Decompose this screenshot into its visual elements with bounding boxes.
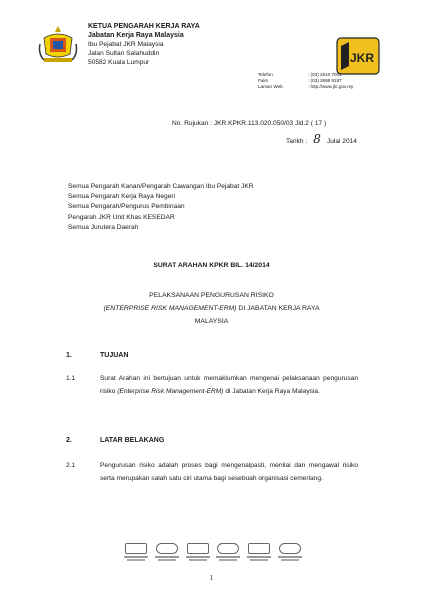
certification-logo xyxy=(155,543,179,561)
paragraph-text-part: di Jabatan Kerja Raya Malaysia. xyxy=(223,387,320,395)
paragraph-text-part: Pengurusan risiko adalah proses bagi mengenalpasti, menilai dan mengawal risiko serta merupakan salah satu ciri utama bagi sesebuah organisasi cemerlang. xyxy=(100,462,358,482)
contact-row xyxy=(258,84,353,90)
contact-value: : (03) 2698 8187 xyxy=(308,78,342,83)
reference-number: No. Rujukan : JKR.KPKR.113.020.050/03 Jld.2 ( 17 ) xyxy=(172,120,327,127)
date-label: Tarikh : xyxy=(286,138,308,145)
letterhead-address xyxy=(88,22,200,67)
paragraph-text xyxy=(100,373,358,398)
recipient-list xyxy=(68,182,254,233)
letterhead-line: Ibu Pejabat JKR Malaysia xyxy=(88,41,164,48)
contact-info xyxy=(258,72,353,90)
letterhead-line: Jalan Sultan Salahuddin xyxy=(88,50,160,57)
letterhead-title: KETUA PENGARAH KERJA RAYA xyxy=(88,23,200,30)
subject-rest: DI JABATAN KERJA RAYA xyxy=(236,305,320,312)
certification-logos xyxy=(124,543,302,561)
subject-line: MALAYSIA xyxy=(194,318,229,325)
paragraph-text-italic: (Enterprise Risk Management-ERM) xyxy=(117,387,224,395)
date-month-year: Julai 2014 xyxy=(326,138,357,145)
malaysia-coat-of-arms-icon xyxy=(36,24,80,64)
paragraph-text-part: Surat Arahan ini bertujuan untuk memaklumkan mengenai pelaksanaan pengurusan risiko xyxy=(100,375,358,395)
jkr-logo xyxy=(335,36,381,76)
certification-logo xyxy=(186,543,210,561)
paragraph-number: 1.1 xyxy=(66,375,76,382)
paragraph-text xyxy=(100,460,358,485)
contact-label: Laman Web xyxy=(258,84,283,89)
section-number: 2. xyxy=(66,437,72,444)
letter-date xyxy=(286,132,357,146)
contact-value: : http://www.jkr.gov.my xyxy=(308,84,354,89)
section-title: LATAR BELAKANG xyxy=(100,437,165,444)
letterhead-line: 50582 Kuala Lumpur xyxy=(88,59,150,66)
letterhead-department: Jabatan Kerja Raya Malaysia xyxy=(88,32,184,39)
paragraph xyxy=(66,373,358,398)
recipient-item: Semua Jurutera Daerah xyxy=(68,223,139,231)
subject-italic: (ENTERPRISE RISK MANAGEMENT-ERM) xyxy=(103,305,237,312)
certification-logo xyxy=(216,543,240,561)
section-number: 1. xyxy=(66,352,72,359)
certification-logo xyxy=(124,543,148,561)
certification-logo xyxy=(278,543,302,561)
recipient-item: Pengarah JKR Unit Khas KESEDAR xyxy=(68,213,175,221)
recipient-item: Semua Pengarah/Pengurus Pembinaan xyxy=(68,203,185,211)
recipient-item: Semua Pengarah Kanan/Pengarah Cawangan Ibu Pejabat JKR xyxy=(68,183,254,190)
recipient-item: Semua Pengarah Kerja Raya Negeri xyxy=(68,193,176,201)
subject-line: PELAKSANAAN PENGURUSAN RISIKO xyxy=(149,292,274,299)
paragraph xyxy=(66,460,358,485)
jkr-logo-text: JKR xyxy=(349,51,375,65)
section-heading xyxy=(66,352,128,359)
contact-label: Faks xyxy=(258,78,268,83)
circular-title: SURAT ARAHAN KPKR BIL. 14/2014 xyxy=(153,262,270,269)
certification-logo xyxy=(247,543,271,561)
section-title: TUJUAN xyxy=(100,352,129,359)
contact-value: : (03) 2610 7001 xyxy=(308,72,342,77)
paragraph-number: 2.1 xyxy=(66,462,76,469)
page-number: 1 xyxy=(209,574,214,582)
contact-label: Telefon xyxy=(258,72,273,77)
section-heading xyxy=(66,437,164,444)
subject-line xyxy=(0,305,423,312)
date-day-handwritten: 8 xyxy=(313,132,321,146)
